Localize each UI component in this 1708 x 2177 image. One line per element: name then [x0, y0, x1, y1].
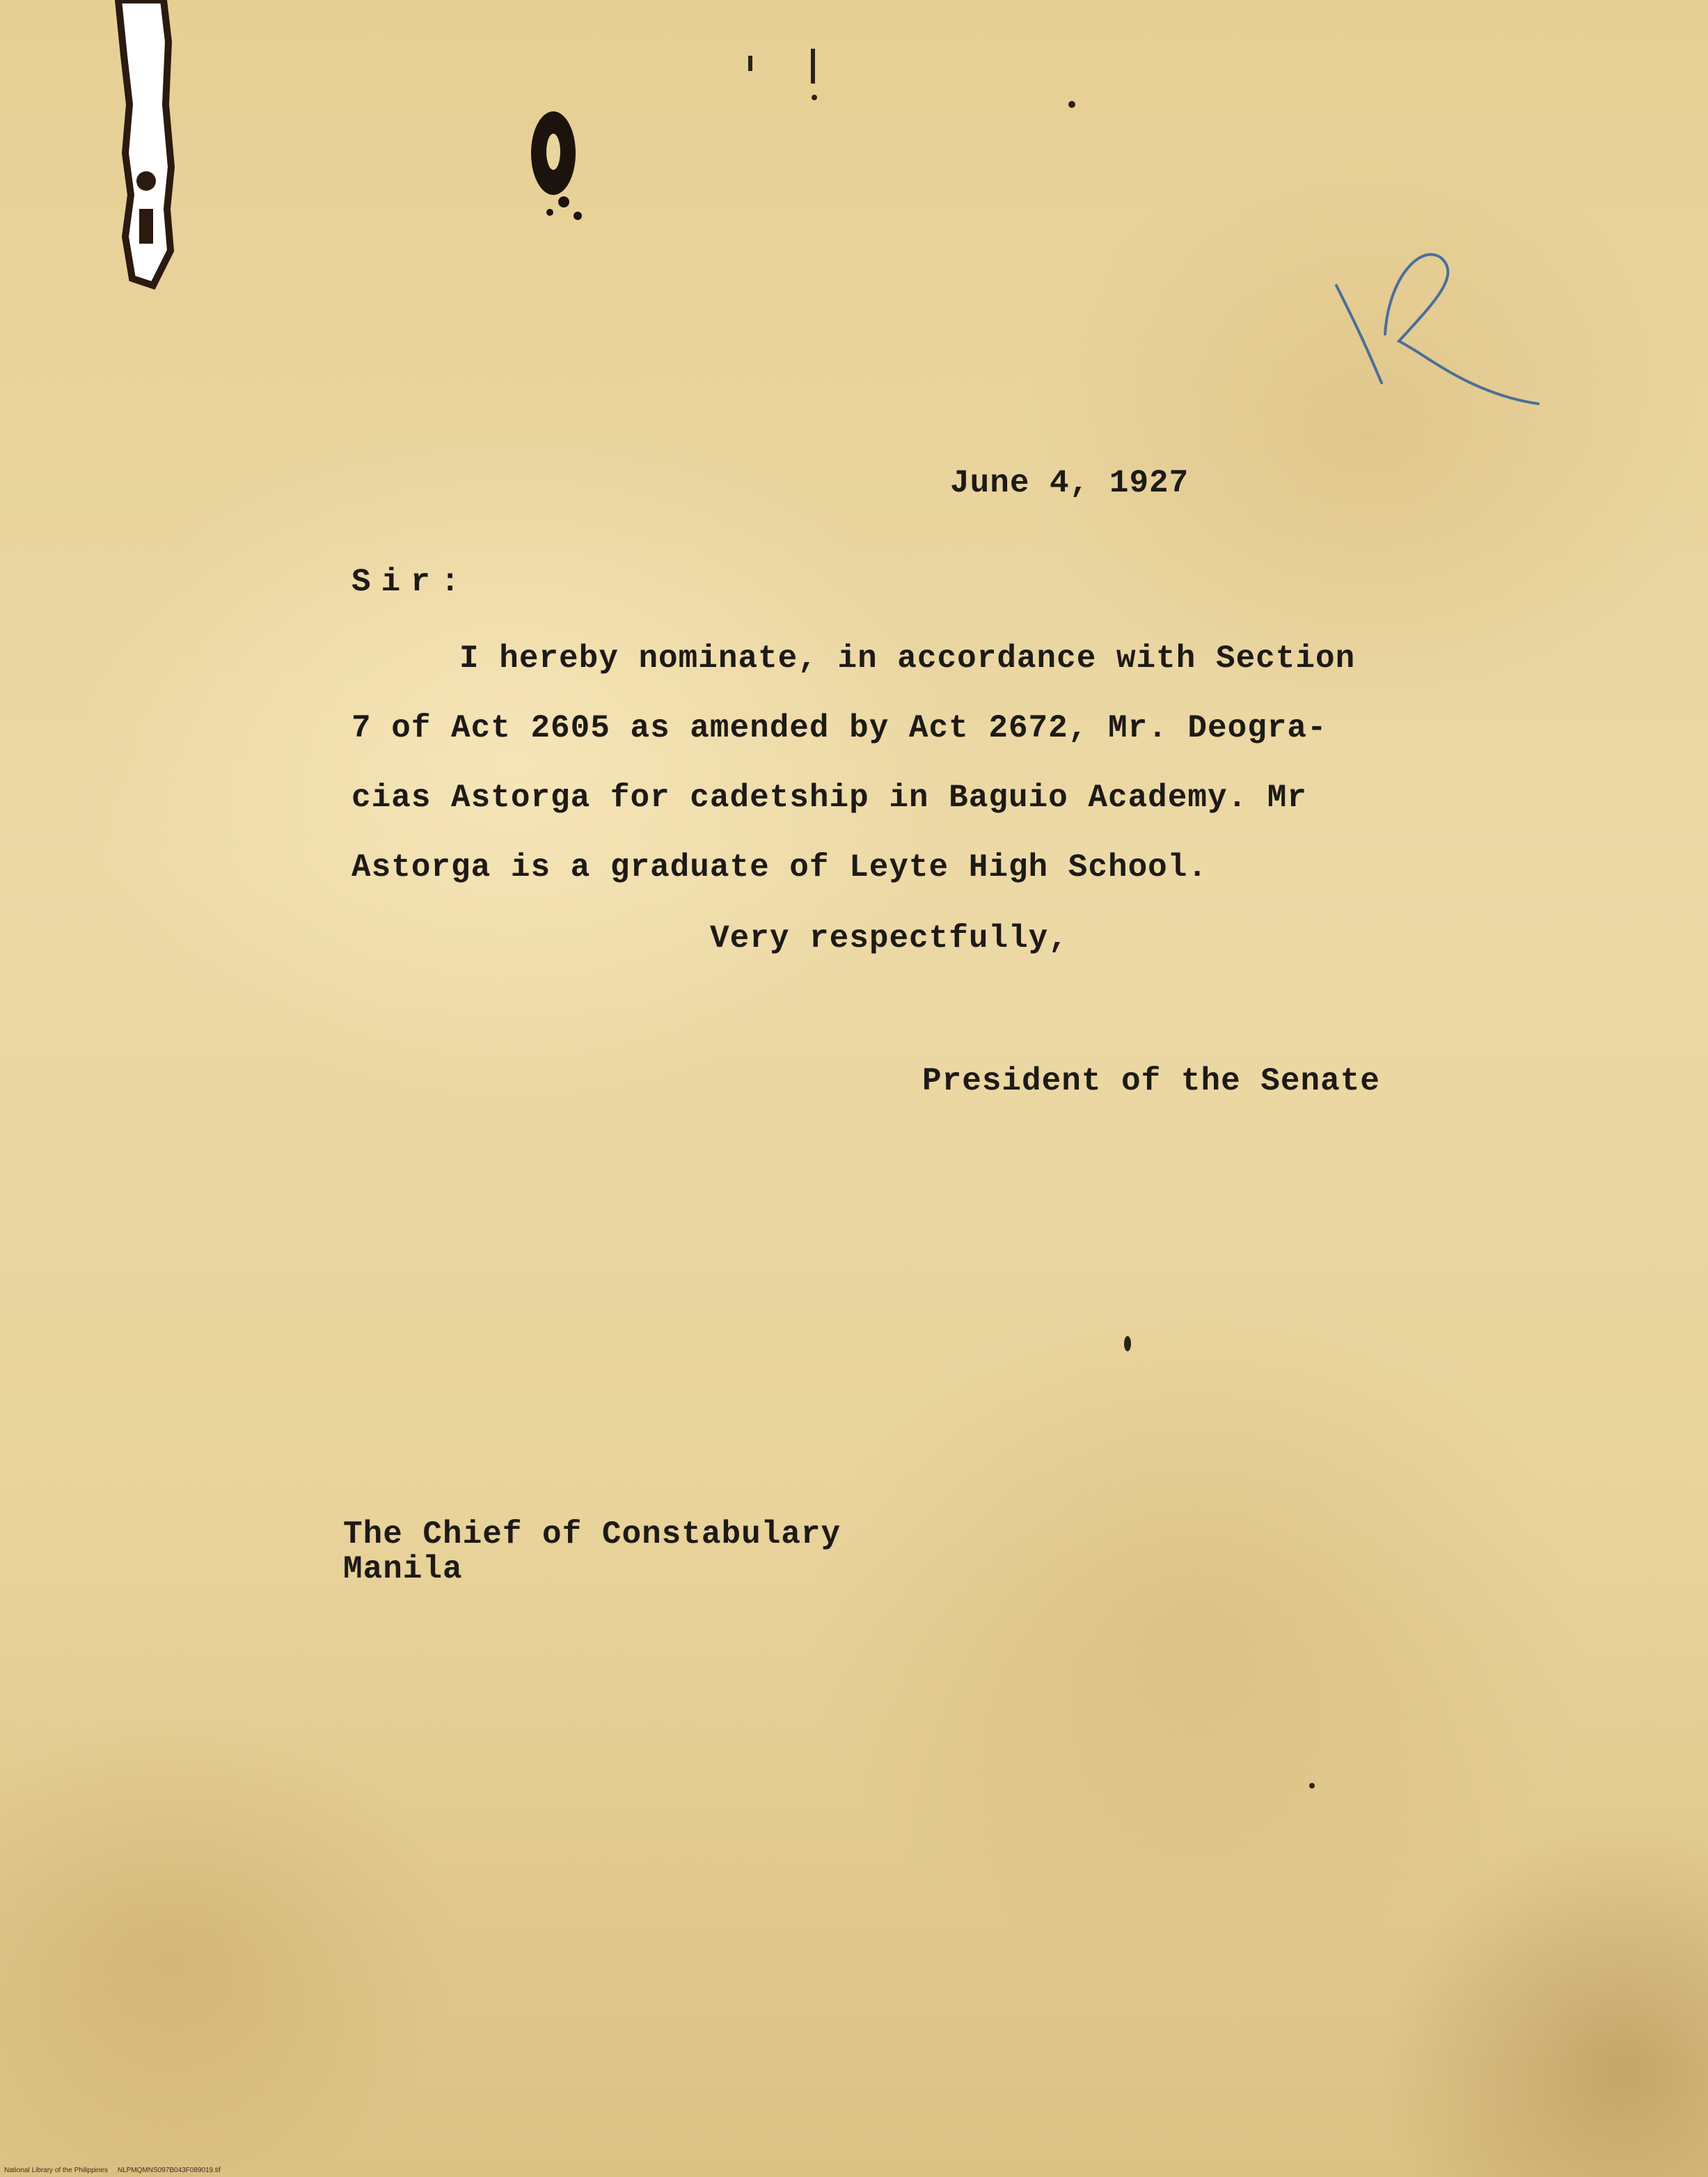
speck-decoration — [1044, 91, 1086, 118]
letter-salutation: Sir: — [351, 564, 471, 600]
letter-body-line: 7 of Act 2605 as amended by Act 2672, Mr. Deogra- — [351, 710, 1327, 746]
speck-decoration — [1114, 1323, 1141, 1365]
letter-closing: Very respectfully, — [710, 920, 1068, 957]
letter-body-line: I hereby nominate, in accordance with Section — [459, 640, 1356, 677]
addressee-city: Manila — [343, 1551, 463, 1587]
archive-footer — [4, 2167, 221, 2174]
archive-file-id: NLPMQMNS097B043F089019.tif — [117, 2167, 221, 2174]
signature-title: President of the Senate — [922, 1063, 1380, 1099]
ink-blot-decoration — [515, 91, 606, 237]
archive-label: National Library of the Philippines — [4, 2167, 108, 2174]
letter-date: June 4, 1927 — [950, 465, 1189, 501]
letter-body-line: cias Astorga for cadetship in Baguio Academy. Mr — [351, 780, 1308, 816]
ink-specks-decoration — [738, 28, 849, 111]
handwritten-r-mark — [1322, 237, 1545, 411]
speck-decoration — [1302, 1775, 1322, 1796]
addressee-name: The Chief of Constabulary — [343, 1516, 841, 1553]
torn-hole-decoration — [104, 0, 181, 292]
letter-body-line: Astorga is a graduate of Leyte High School. — [351, 849, 1208, 886]
